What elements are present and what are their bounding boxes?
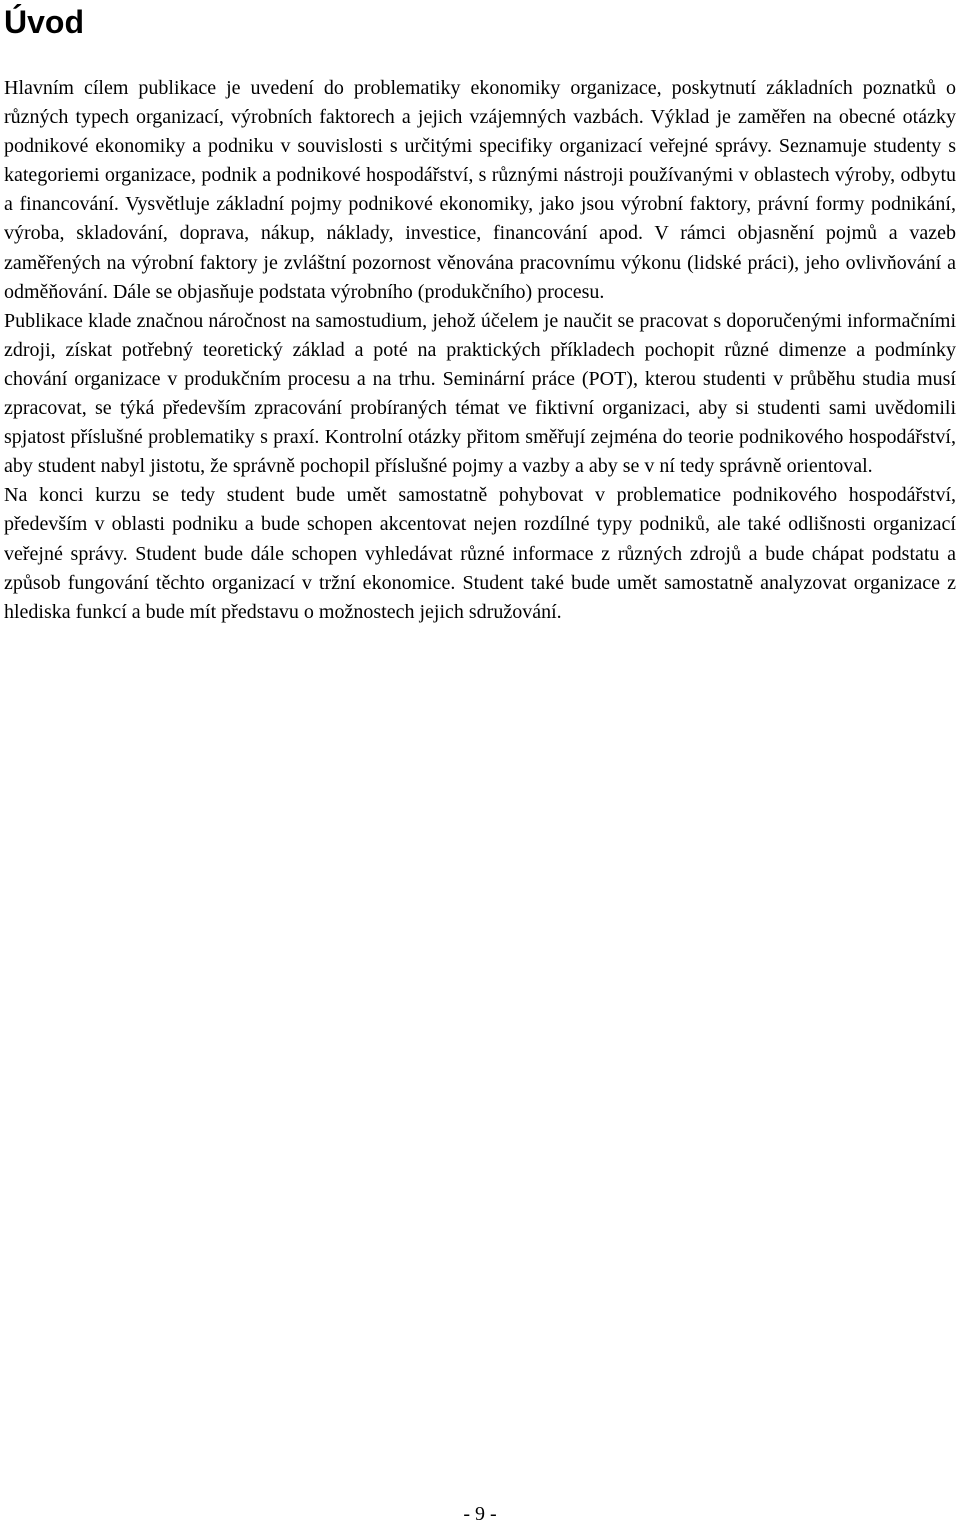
paragraph-introduction: Hlavním cílem publikace je uvedení do problematiky ekonomiky organizace, poskytnutí základních poznatků o různých typech organizací, výrobních faktorech a jejich vzájemných vazbách. Výklad je zaměřen na obecné otázky podnikové ekonomiky a podniku v souvislosti s určitými specifiky organizací veřejné správy. Seznamuje studenty s kategoriemi organizace, podnik a podnikové hospodářství, s různými nástroji používanými v oblastech výroby, odbytu a financování. Vysvětluje základní pojmy podnikové ekonomiky, jako jsou výrobní faktory, právní formy podnikání, výroba, skladování, doprava, nákup, náklady, investice, financování apod. V rámci objasnění pojmů a vazeb zaměřených na výrobní faktory je zvláštní pozornost věnována pracovnímu výkonu (lidské práci), jeho ovlivňování a odměňování. Dále se objasňuje podstata výrobního (produkčního) procesu. bbox=[4, 77, 956, 303]
paragraph-course-outcomes: Na konci kurzu se tedy student bude umět samostatně pohybovat v problematice podnikového hospodářství, především v oblasti podniku a bude schopen akcentovat nejen rozdílné typy podniků, ale také odlišnosti organizací veřejné správy. Student bude dále schopen vyhledávat různé informace z různých zdrojů a bude chápat podstatu a způsob fungování těchto organizací v tržní ekonomice. Student také bude umět samostatně analyzovat organizace z hlediska funkcí a bude mít představu o možnostech jejich sdružování. bbox=[4, 484, 956, 623]
page-heading: Úvod bbox=[4, 4, 84, 40]
body-text bbox=[4, 74, 956, 627]
page-number: - 9 - bbox=[463, 1503, 497, 1525]
paragraph-self-study: Publikace klade značnou náročnost na samostudium, jehož účelem je naučit se pracovat s doporučenými informačními zdroji, získat potřebný teoretický základ a poté na praktických příkladech pochopit různé dimenze a podmínky chování organizace v produkčním procesu a na trhu. Seminární práce (POT), kterou studenti v průběhu studia musí zpracovat, se týká především zpracování probíraných témat ve fiktivní organizaci, aby si studenti sami uvědomili spjatost příslušné problematiky s praxí. Kontrolní otázky přitom směřují zejména do teorie podnikového hospodářství, aby student nabyl jistotu, že správně pochopil příslušné pojmy a vazby a aby se v ní tedy správně orientoval. bbox=[4, 309, 956, 478]
